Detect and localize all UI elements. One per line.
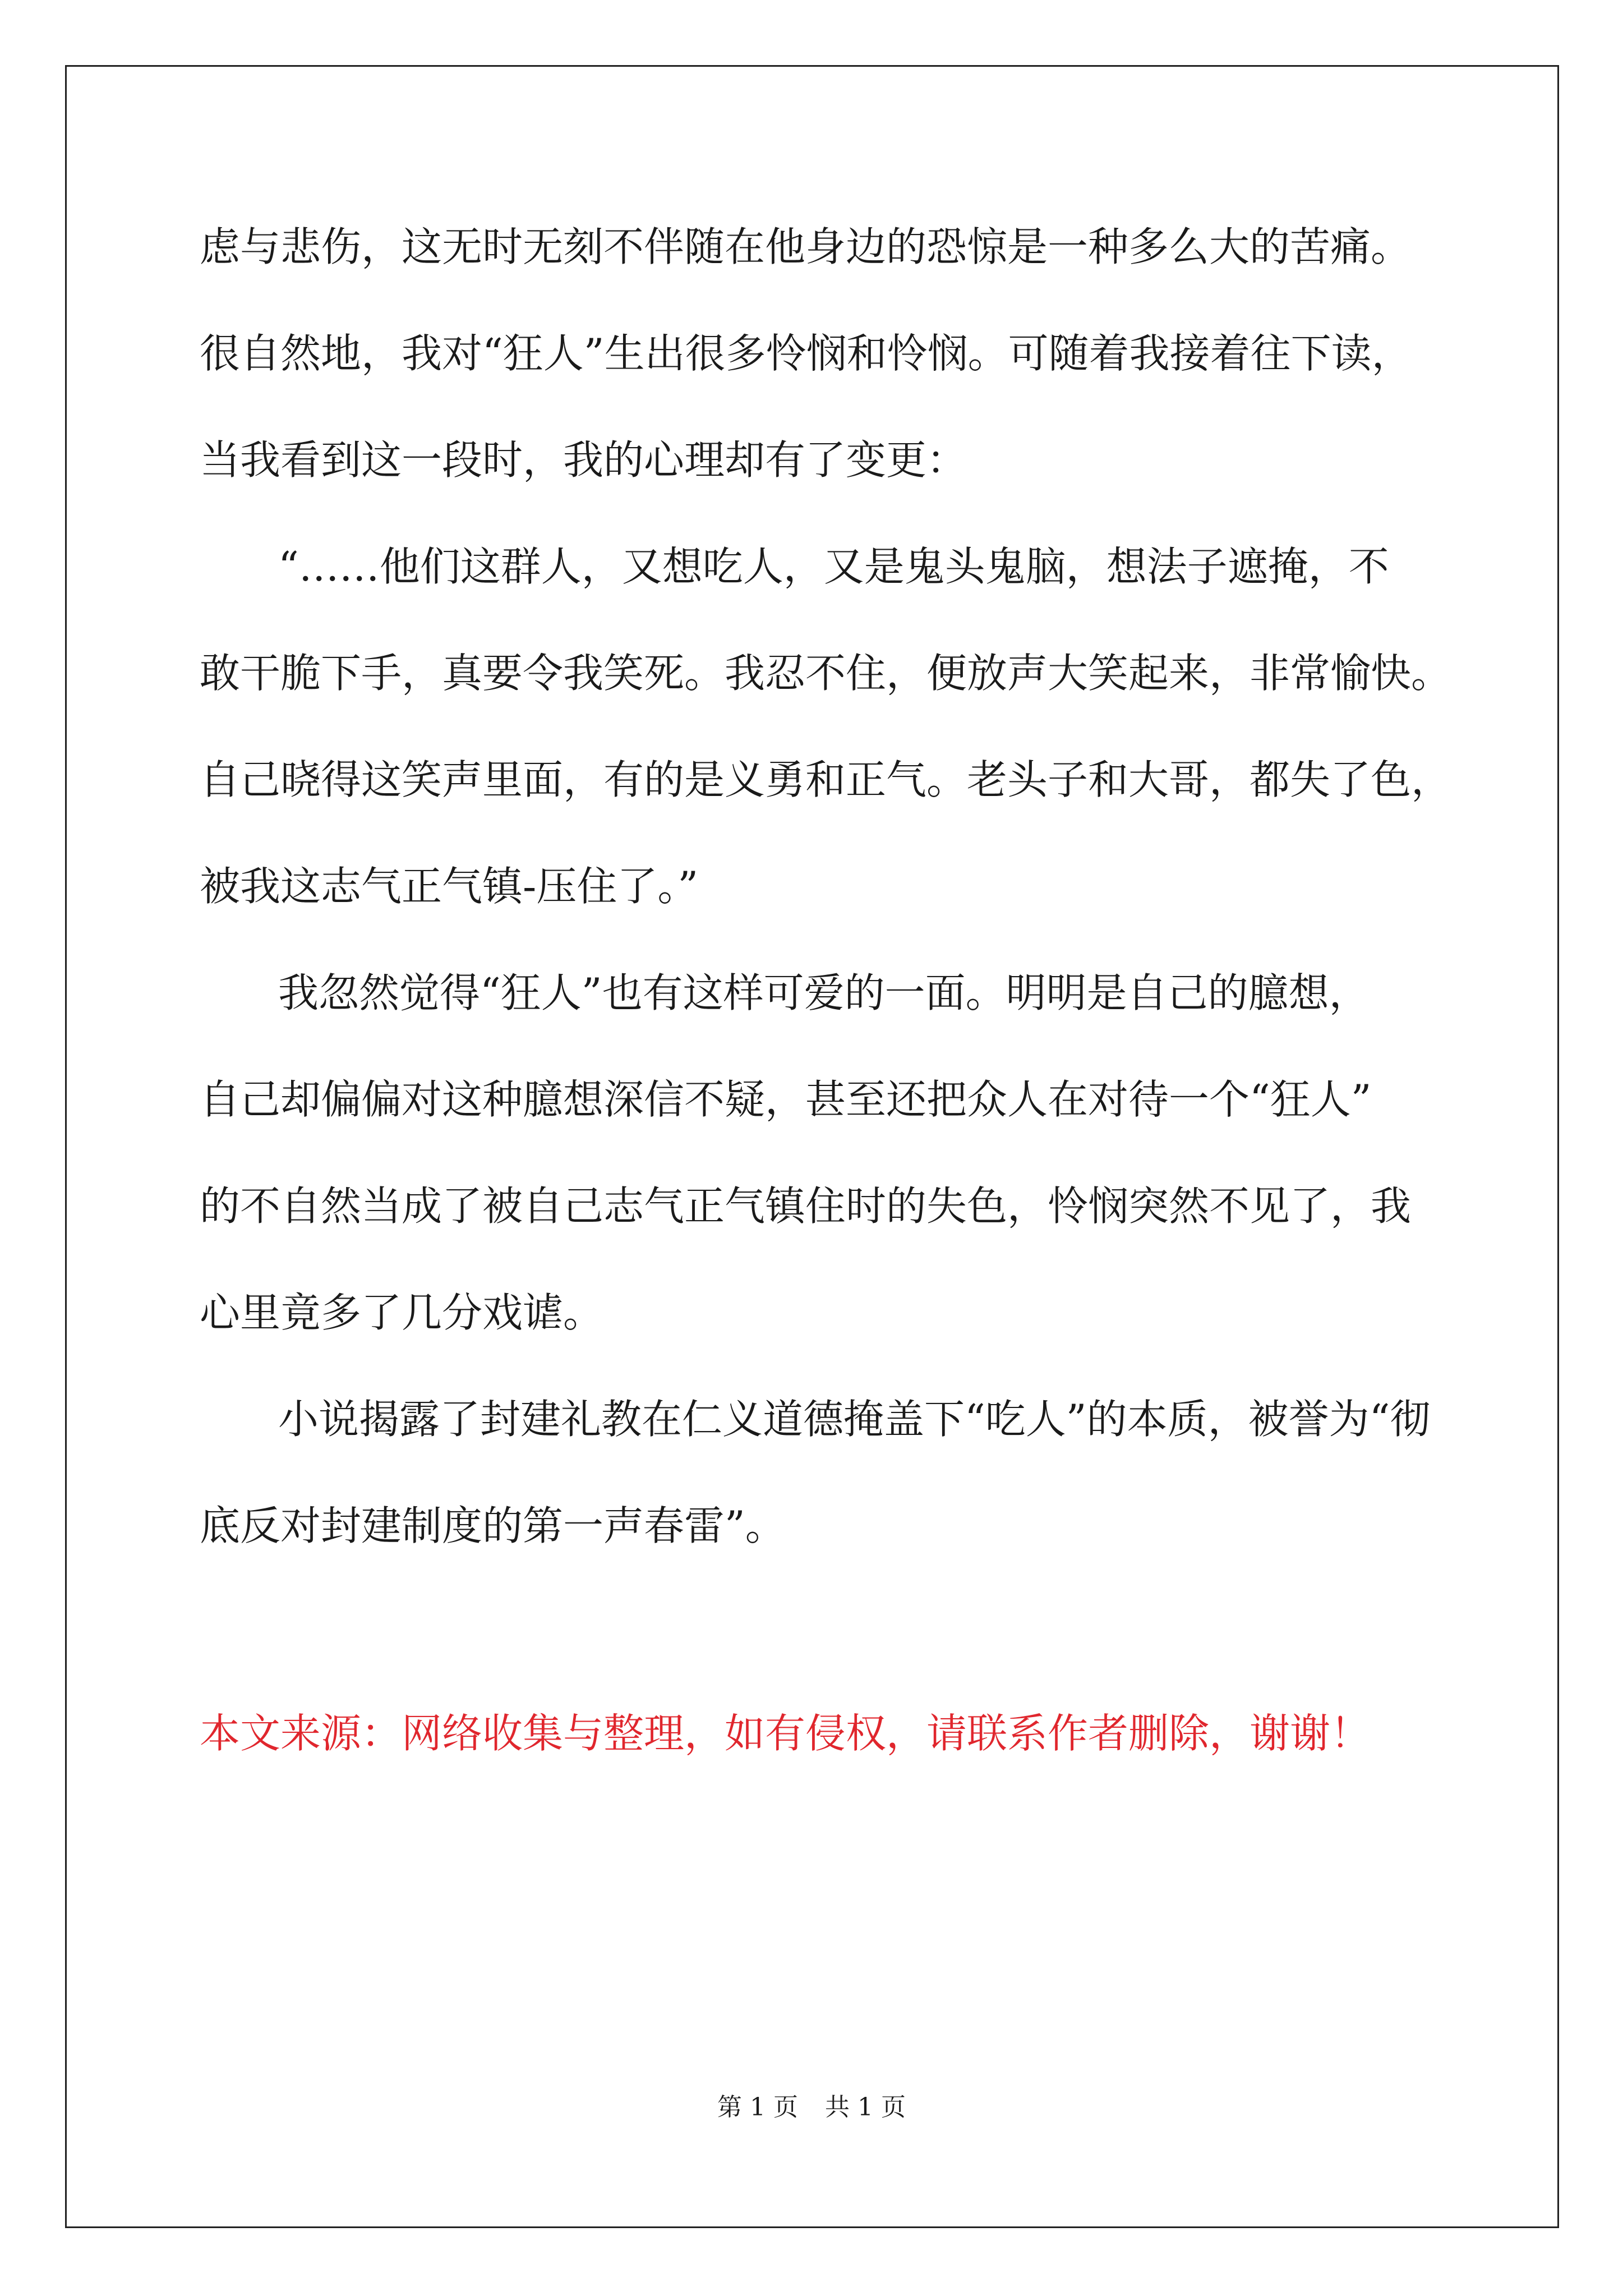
body-line-7: 心里竟多了几分戏谑。 [200,1289,604,1336]
body-line-2: 很自然地，我对“狂人”生出很多怜悯和怜悯。可随着我接着往下读， [200,330,1412,377]
page-footer [0,2087,1623,2123]
body-line-5: 自己却偏偏对这种臆想深信不疑，甚至还把众人在对待一个“狂人” [200,1076,1372,1123]
body-line-9: 底反对封建制度的第一声春雷”。 [200,1502,786,1549]
body-line-3: 当我看到这一段时，我的心理却有了变更： [200,436,967,484]
page-total: 共 1 页 [825,2093,906,2122]
quote-line-2: 敢干脆下手，真要令我笑死。我忍不住，便放声大笑起来，非常愉快。 [200,650,1452,697]
body-line-8: 小说揭露了封建礼教在仁义道德掩盖下“吃人”的本质，被誉为“彻 [278,1396,1431,1443]
page-frame [65,65,1559,2228]
body-line-4: 我忽然觉得“狂人”也有这样可爱的一面。明明是自己的臆想， [278,969,1370,1016]
quote-line-3: 自己晓得这笑声里面，有的是义勇和正气。老头子和大哥，都失了色， [200,756,1452,803]
body-line-6: 的不自然当成了被自己志气正气镇住时的失色，怜悯突然不见了，我 [200,1182,1412,1230]
quote-line-1: “……他们这群人，又想吃人，又是鬼头鬼脑，想法子遮掩，不 [278,543,1389,590]
body-line-1: 虑与悲伤，这无时无刻不伴随在他身边的恐惊是一种多么大的苦痛。 [200,223,1412,270]
source-note: 本文来源：网络收集与整理，如有侵权，请联系作者删除，谢谢！ [200,1710,1371,1757]
page-number: 第 1 页 [717,2093,798,2122]
quote-line-4: 被我这志气正气镇-压住了。” [200,863,699,910]
